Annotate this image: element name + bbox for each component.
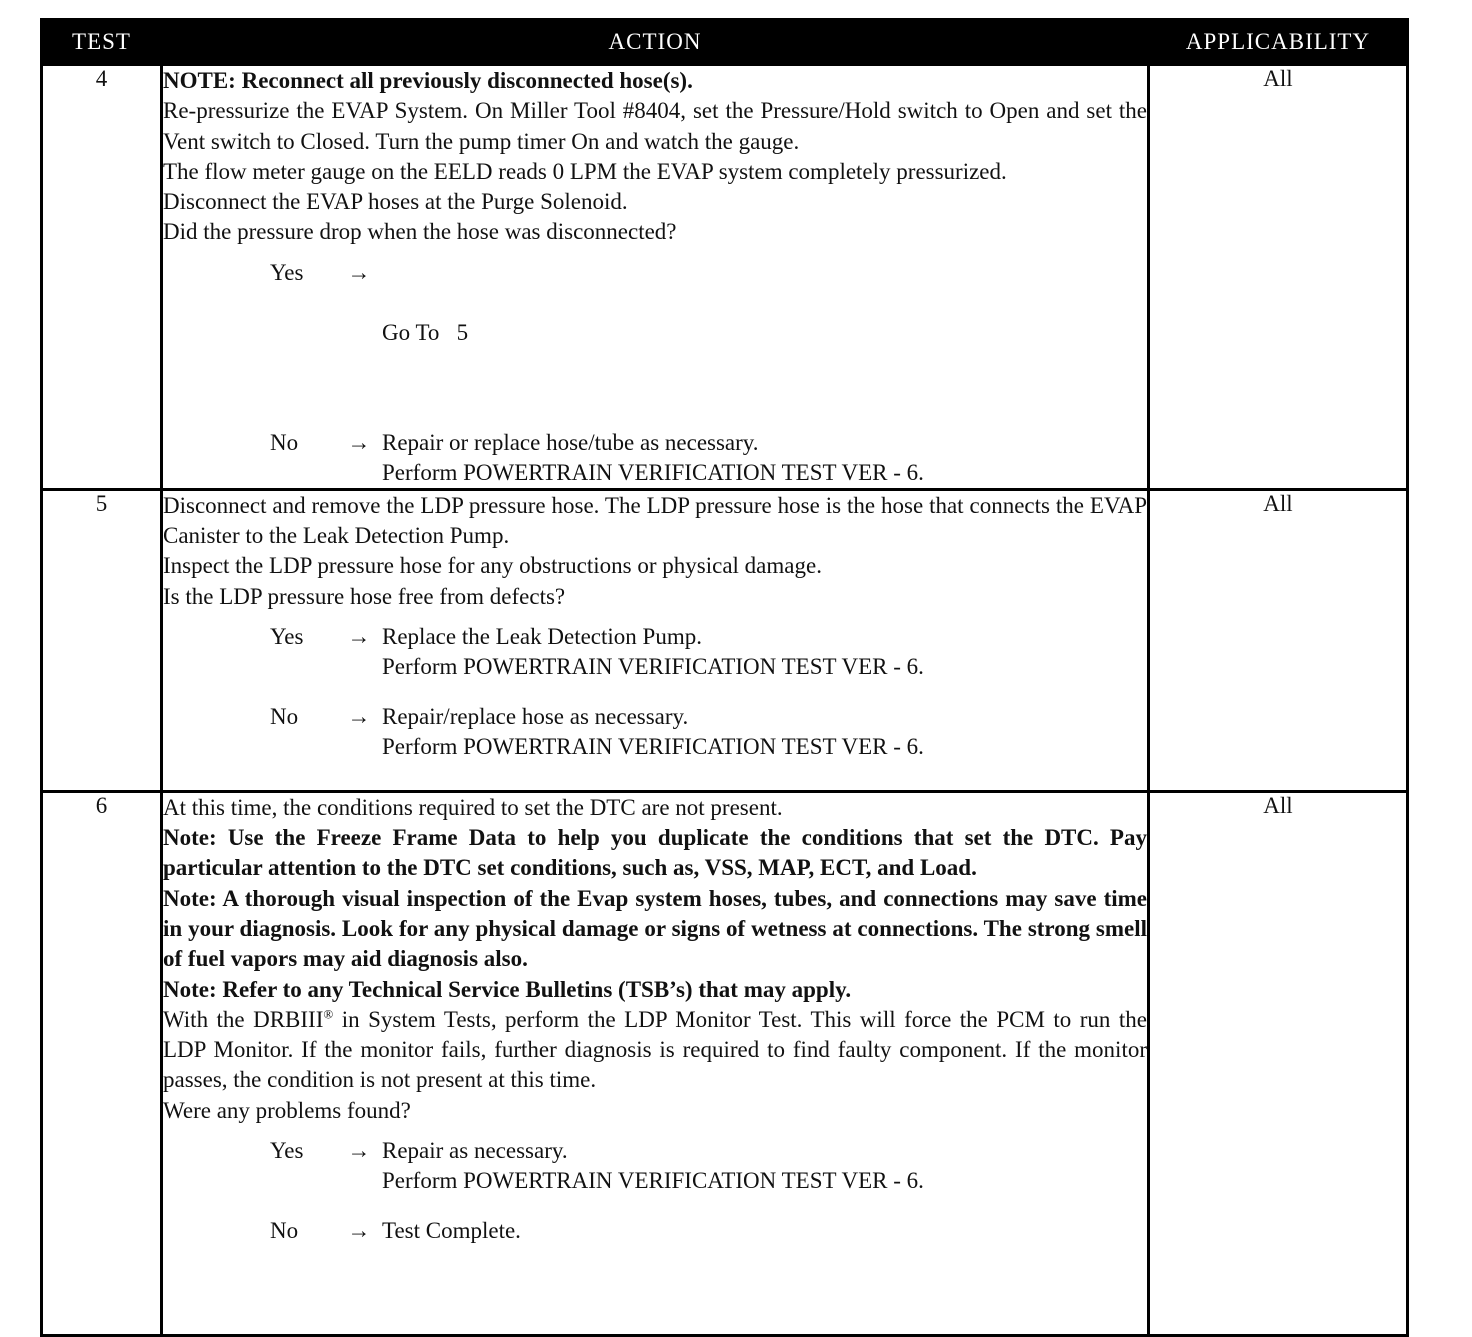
answer-line: Repair as necessary. bbox=[382, 1138, 568, 1164]
instruction-line: The flow meter gauge on the EELD reads 0 LPM the EVAP system completely pressurized. bbox=[163, 158, 1007, 184]
answer-no bbox=[163, 428, 1147, 488]
answer-text bbox=[382, 1216, 1147, 1246]
instruction-line bbox=[163, 1005, 1147, 1096]
instruction-line: Re-pressurize the EVAP System. On Miller Tool #8404, set the Pressure/Hold switch to Open and set the Vent switch to Closed. Turn the pump timer On and watch the gauge. bbox=[163, 98, 1147, 154]
arrow-icon: → bbox=[347, 429, 371, 455]
arrow-icon: → bbox=[347, 703, 371, 729]
answer-label: Yes bbox=[270, 259, 304, 285]
drb-text: With the DRBIII bbox=[163, 1006, 324, 1032]
table-row bbox=[42, 791, 1408, 1335]
drb-text: in System Tests, perform the LDP Monitor Test. This will force the PCM to run the LDP Monitor. If the monitor fails, further diagnosis is required to find faulty component. If the monitor passes, the condition is not present at this time. bbox=[163, 1006, 1147, 1093]
header-applicability: APPLICABILITY bbox=[1149, 20, 1408, 65]
answer-label: No bbox=[270, 1218, 299, 1244]
instruction-line: Inspect the LDP pressure hose for any obstructions or physical damage. bbox=[163, 553, 822, 579]
answer-text bbox=[382, 622, 1147, 682]
answer-list bbox=[163, 258, 1147, 488]
table-header-row bbox=[42, 20, 1408, 65]
answer-list bbox=[163, 1136, 1147, 1246]
arrow-icon: → bbox=[347, 1218, 371, 1244]
instruction-line: Disconnect and remove the LDP pressure hose. The LDP pressure hose is the hose that connects the EVAP Canister to the Leak Detection Pump. bbox=[163, 492, 1147, 549]
answer-label: No bbox=[270, 429, 299, 455]
question-line: Did the pressure drop when the hose was disconnected? bbox=[163, 219, 677, 245]
action-cell bbox=[162, 489, 1149, 791]
instruction-line: Disconnect the EVAP hoses at the Purge Solenoid. bbox=[163, 189, 628, 215]
answer-text bbox=[382, 258, 1147, 408]
answer-label: Yes bbox=[270, 623, 304, 649]
action-cell bbox=[162, 791, 1149, 1335]
test-number: 4 bbox=[42, 65, 162, 490]
answer-text bbox=[382, 428, 1147, 488]
answer-label: No bbox=[270, 703, 299, 729]
answer-list bbox=[163, 622, 1147, 762]
applicability-cell: All bbox=[1149, 65, 1408, 490]
header-test: TEST bbox=[42, 20, 162, 65]
note-line: Note: A thorough visual inspection of the Evap system hoses, tubes, and connections may save time in your diagnosis. Look for any physical damage or signs of wetness at connections. The strong smell of fuel vapors may aid diagnosis also. bbox=[163, 885, 1147, 972]
registered-mark: ® bbox=[323, 1006, 334, 1022]
answer-line: Perform POWERTRAIN VERIFICATION TEST VER - 6. bbox=[382, 733, 924, 759]
question-line: Were any problems found? bbox=[163, 1097, 411, 1123]
answer-text bbox=[382, 702, 1147, 762]
answer-yes bbox=[163, 1136, 1147, 1196]
answer-no bbox=[163, 1216, 1147, 1246]
answer-label: Yes bbox=[270, 1138, 304, 1164]
table-row bbox=[42, 65, 1408, 490]
answer-yes bbox=[163, 622, 1147, 682]
instruction-line: At this time, the conditions required to set the DTC are not present. bbox=[163, 794, 783, 820]
answer-line: Go To 5 bbox=[382, 319, 469, 345]
note-line: Note: Use the Freeze Frame Data to help you duplicate the conditions that set the DTC. Pay particular attention to the DTC set conditions, such as, VSS, MAP, ECT, and Load. bbox=[163, 825, 1147, 881]
action-cell bbox=[162, 65, 1149, 490]
test-number: 5 bbox=[42, 489, 162, 791]
note-line: NOTE: Reconnect all previously disconnected hose(s). bbox=[163, 68, 693, 93]
diagnostic-test-table bbox=[40, 18, 1409, 1337]
answer-yes bbox=[163, 258, 1147, 408]
question-line: Is the LDP pressure hose free from defects? bbox=[163, 583, 566, 609]
answer-no bbox=[163, 702, 1147, 762]
answer-line: Repair or replace hose/tube as necessary. bbox=[382, 429, 759, 455]
header-action: ACTION bbox=[162, 20, 1149, 65]
answer-line: Perform POWERTRAIN VERIFICATION TEST VER - 6. bbox=[382, 1168, 924, 1194]
answer-line: Test Complete. bbox=[382, 1218, 521, 1244]
arrow-icon: → bbox=[347, 623, 371, 649]
answer-text bbox=[382, 1136, 1147, 1196]
answer-line: Repair/replace hose as necessary. bbox=[382, 703, 689, 729]
test-number: 6 bbox=[42, 791, 162, 1335]
answer-line: Perform POWERTRAIN VERIFICATION TEST VER - 6. bbox=[382, 459, 924, 485]
arrow-icon: → bbox=[347, 259, 371, 285]
answer-line: Perform POWERTRAIN VERIFICATION TEST VER - 6. bbox=[382, 653, 924, 679]
answer-line: Replace the Leak Detection Pump. bbox=[382, 623, 702, 649]
arrow-icon: → bbox=[347, 1138, 371, 1164]
table-row bbox=[42, 489, 1408, 791]
applicability-cell: All bbox=[1149, 791, 1408, 1335]
applicability-cell: All bbox=[1149, 489, 1408, 791]
note-line: Note: Refer to any Technical Service Bulletins (TSB’s) that may apply. bbox=[163, 976, 852, 1002]
